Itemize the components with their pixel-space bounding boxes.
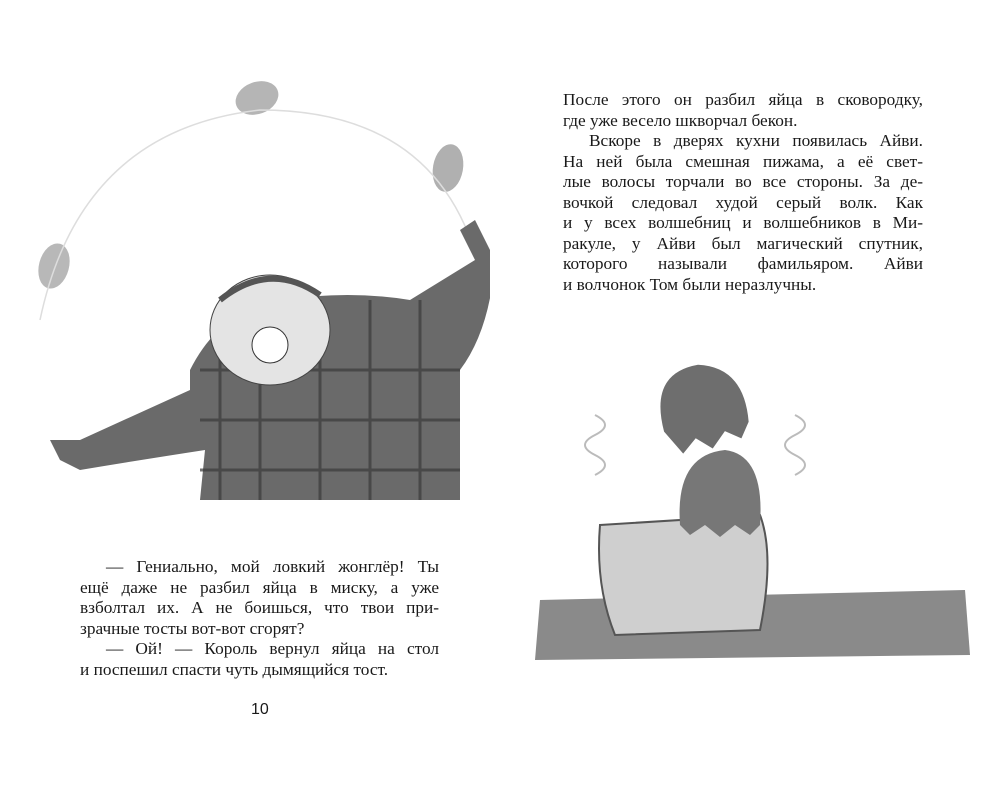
egg [34,240,75,292]
left-page-text [80,557,439,680]
king-juggling-illustration [20,70,490,520]
toast [680,450,761,537]
text-line: — Гениально, мой ловкий жонглёр! Ты [106,557,439,576]
text-line: ещё даже не разбил яйца в миску, а уже [80,577,439,597]
text-line: После этого он разбил яйца в сковородку, [563,90,923,109]
text-line: где уже весело шкворчал бекон. [563,110,798,130]
text-line: зрачные тосты вот-вот сгорят? [80,618,305,638]
toaster [599,515,768,635]
page-number: 10 [251,701,269,718]
text-line: и волчонок Том были неразлучны. [563,274,817,294]
toast [653,358,752,457]
text-line: ракуле, у Айви был магический спутник, [563,233,923,253]
toaster-illustration [535,355,975,665]
text-line: вочкой следовал худой серый волк. Как [563,192,923,212]
text-line: и у всех волшебниц и волшебников в Ми- [563,213,923,232]
egg [429,142,467,194]
text-line: лые волосы торчали во все стороны. За де- [563,172,923,191]
text-line: — Ой! — Король вернул яйца на стол [106,639,439,658]
text-line: и поспешил спасти чуть дымящийся тост. [80,659,389,679]
text-line: которого называли фамильяром. Айви [563,254,923,273]
text-line: Вскоре в дверях кухни появилась Айви. [589,131,923,150]
text-line: На ней была смешная пижама, а её свет- [563,151,923,171]
text-line: взболтал их. А не боишься, что твои при- [80,598,439,617]
right-page-text [563,90,923,295]
